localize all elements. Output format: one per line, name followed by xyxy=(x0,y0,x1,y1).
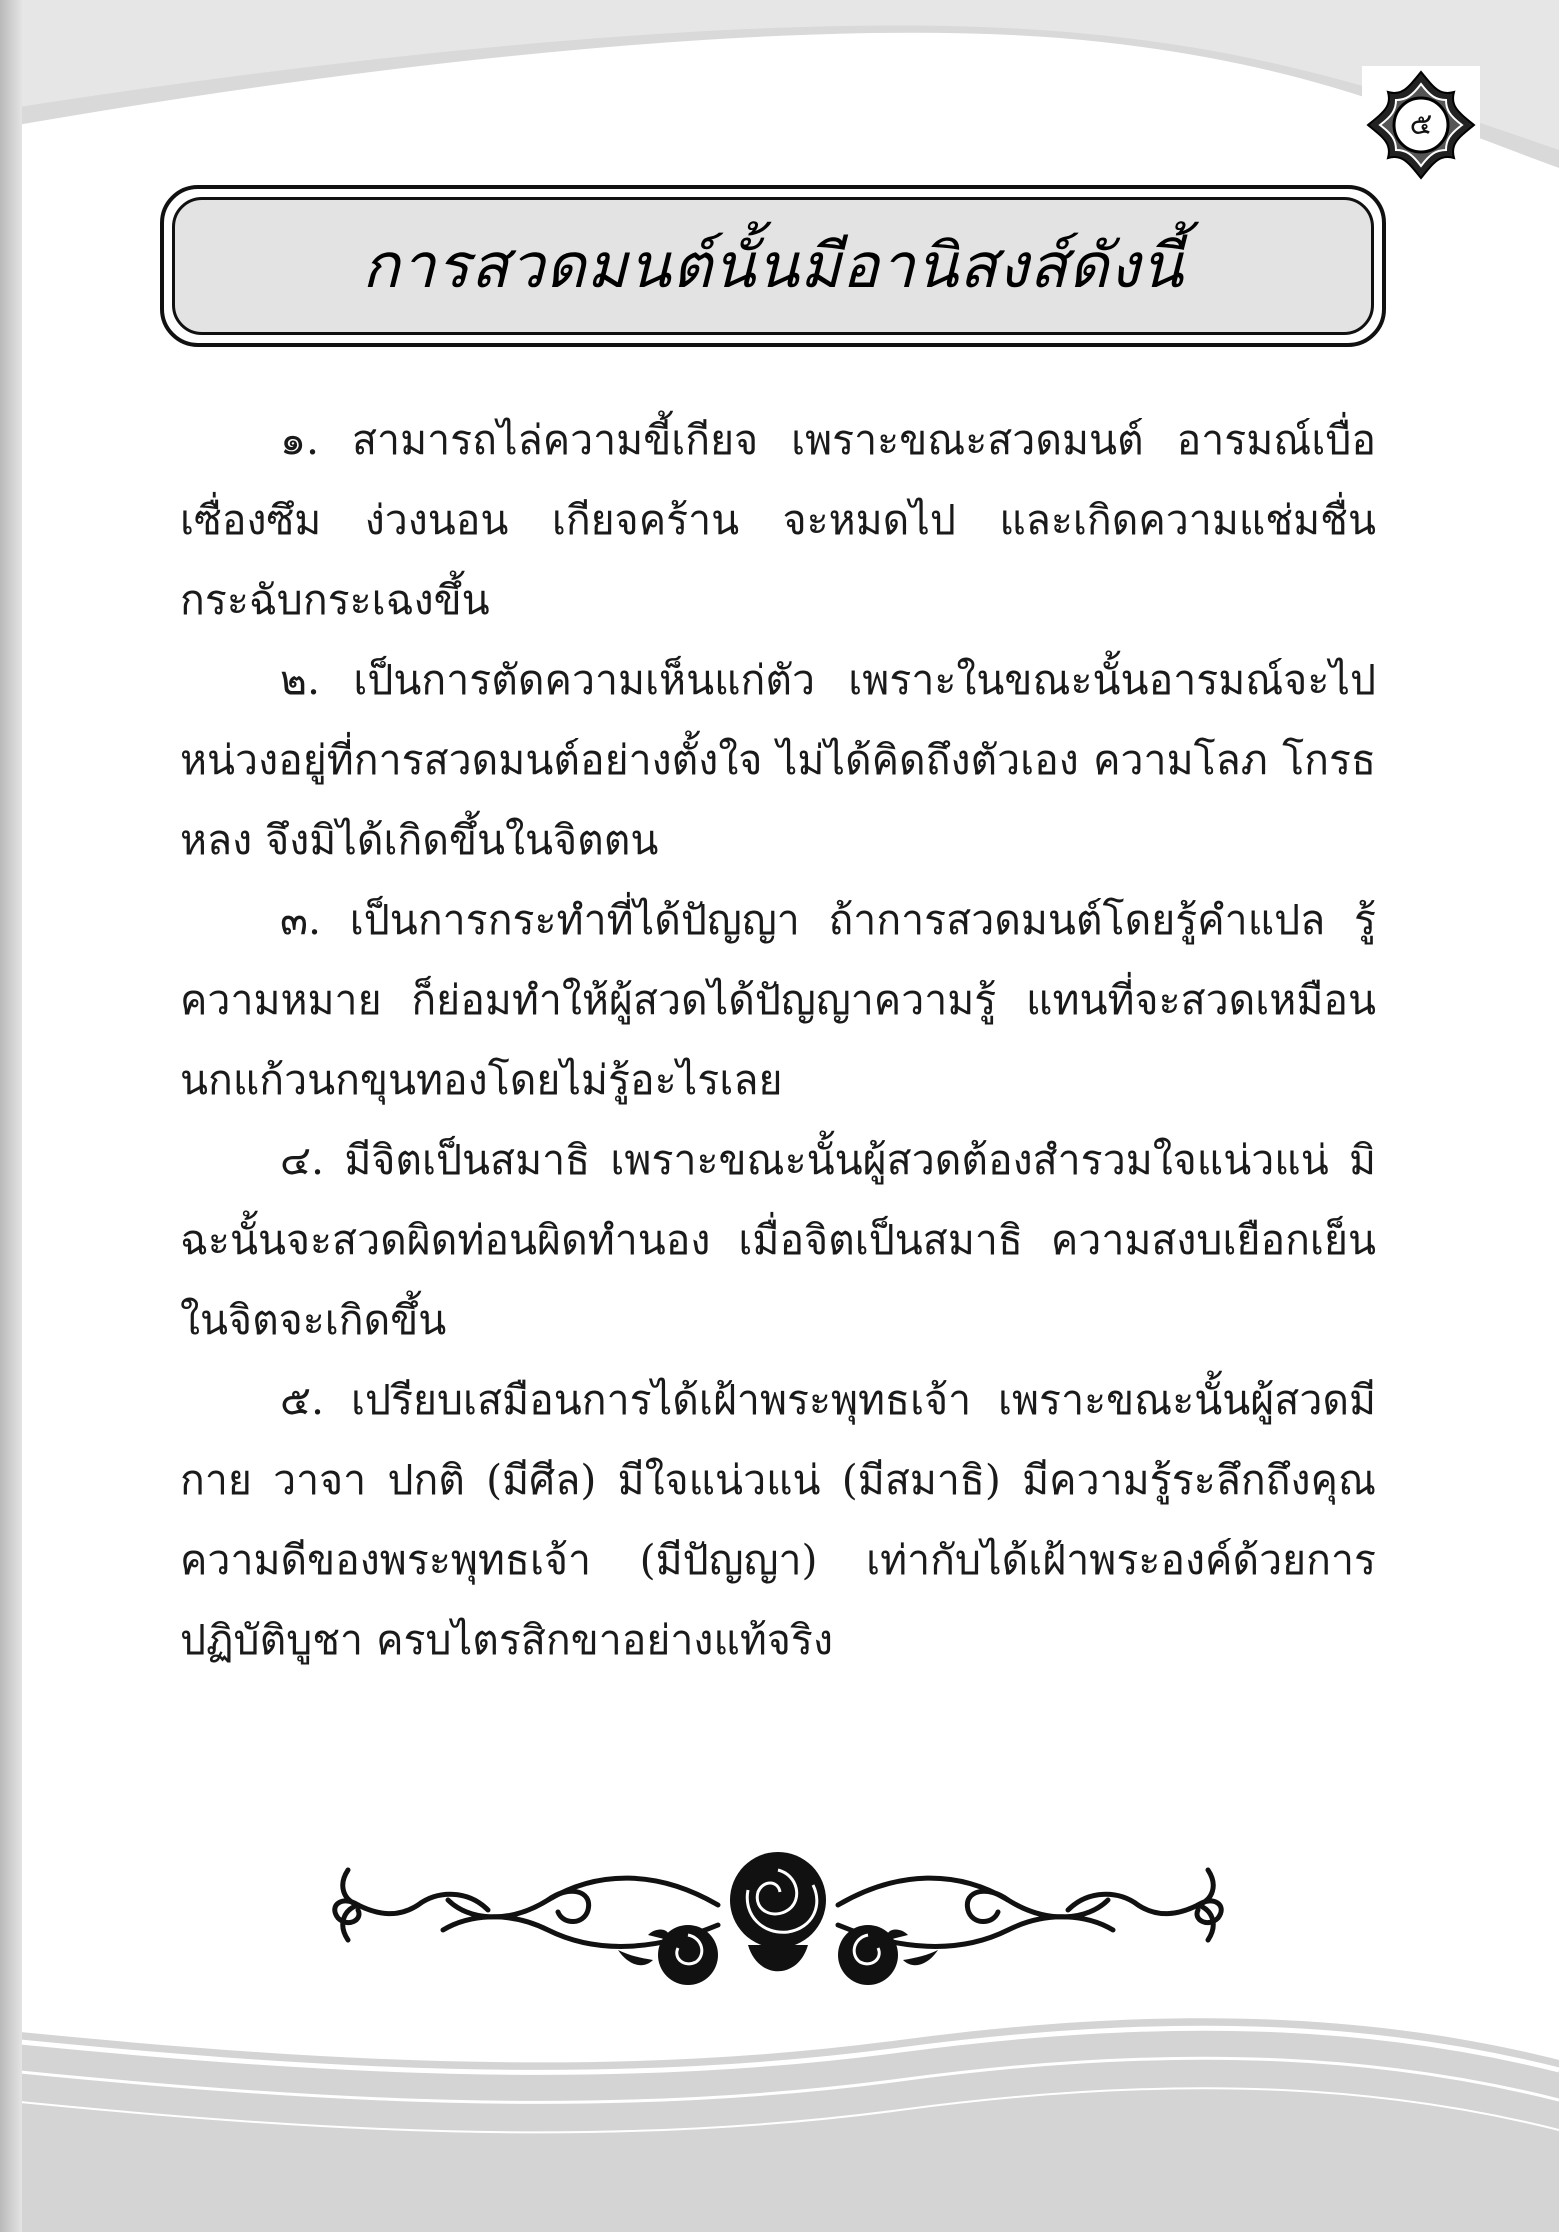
benefit-paragraph-1: ๑. สามารถไล่ความขี้เกียจ เพราะขณะสวดมนต์ อารมณ์เบื่อเซื่องซึม ง่วงนอน เกียจคร้าน จะหมดไป และเกิดความแช่มชื่นกระฉับกระเฉงขึ้น xyxy=(180,416,1376,624)
title-banner xyxy=(172,197,1374,335)
benefit-paragraph-5: ๕. เปรียบเสมือนการได้เฝ้าพระพุทธเจ้า เพราะขณะนั้นผู้สวดมี กาย วาจา ปกติ (มีศีล) มีใจแน่วแน่ (มีสมาธิ) มีความรู้ระลึกถึงคุณความดีของพระพุทธเจ้า (มีปัญญา) เท่ากับได้เฝ้าพระองค์ด้วยการปฏิบัติบูชา ครบไตรสิกขาอย่างแท้จริง xyxy=(180,1376,1376,1664)
page-number: ๕ xyxy=(1409,107,1433,142)
benefit-paragraph-2: ๒. เป็นการตัดความเห็นแก่ตัว เพราะในขณะนั้นอารมณ์จะไปหน่วงอยู่ที่การสวดมนต์อย่างตั้งใจ ไม่ได้คิดถึงตัวเอง ความโลภ โกรธ หลง จึงมิได้เกิดขึ้นในจิตตน xyxy=(180,656,1376,864)
benefit-paragraph-3: ๓. เป็นการกระทำที่ได้ปัญญา ถ้าการสวดมนต์โดยรู้คำแปล รู้ความหมาย ก็ย่อมทำให้ผู้สวดได้ปัญญาความรู้ แทนที่จะสวดเหมือนนกแก้วนกขุนทองโดยไม่รู้อะไรเลย xyxy=(180,896,1376,1104)
rose-scroll-ornament-icon xyxy=(318,1830,1238,2000)
body-text xyxy=(180,400,1376,1680)
page-number-badge xyxy=(1362,66,1480,184)
page-edge-shadow xyxy=(0,0,22,2232)
page-title: การสวดมนต์นั้นมีอานิสงส์ดังนี้ xyxy=(361,229,1185,302)
title-frame xyxy=(160,185,1386,347)
benefit-paragraph-4: ๔. มีจิตเป็นสมาธิ เพราะขณะนั้นผู้สวดต้องสำรวมใจแน่วแน่ มิฉะนั้นจะสวดผิดท่อนผิดทำนอง เมื่อจิตเป็นสมาธิ ความสงบเยือกเย็นในจิตจะเกิดขึ้น xyxy=(180,1136,1376,1344)
